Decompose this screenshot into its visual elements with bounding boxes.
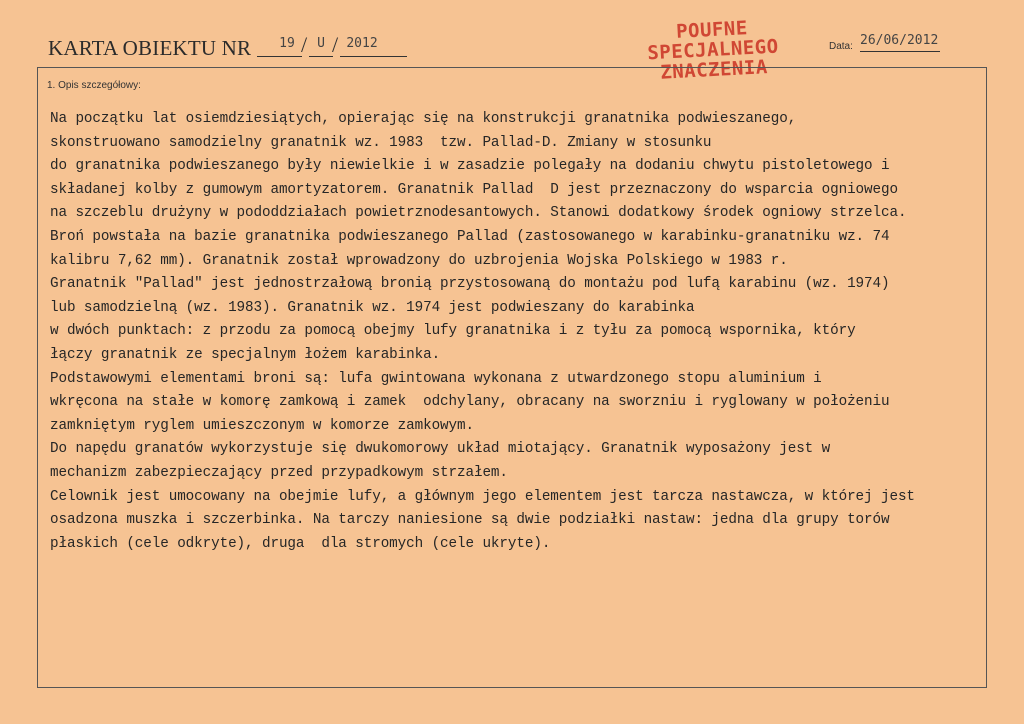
date-label: Data: <box>829 41 853 52</box>
text-line: Na początku lat osiemdziesiątych, opierając się na konstrukcji granatnika podwieszanego, <box>50 111 797 127</box>
number-slash-2: / <box>332 32 339 57</box>
text-line: na szczeblu drużyny w pododdziałach powietrznodesantowych. Stanowi dodatkowy środek ogniowy strzelca. <box>50 205 907 222</box>
date-value: 26/06/2012 <box>860 33 940 52</box>
text-line: Podstawowymi elementami broni są: lufa gwintowana wykonana z utwardzonego stopu aluminium i <box>50 370 822 387</box>
text-line: w dwóch punktach: z przodu za pomocą obejmy lufy granatnika i z tyłu za pomocą wspornika, który <box>50 323 856 340</box>
number-part-2: U <box>317 36 325 51</box>
stamp-line-3: ZNACZENIA <box>659 56 769 84</box>
number-line-2 <box>309 56 333 57</box>
description-text <box>50 108 990 556</box>
text-line: składanej kolby z gumowym amortyzatorem. Granatnik Pallad D jest przeznaczony do wsparcia ogniowego <box>50 181 898 198</box>
text-line: łączy granatnik ze specjalnym łożem karabinka. <box>50 346 441 363</box>
number-part-1: 19 <box>279 36 295 51</box>
card-title: KARTA OBIEKTU NR <box>48 36 252 60</box>
stamp-line-1: POUFNE <box>675 17 749 43</box>
text-line: Granatnik "Pallad" jest jednostrzałową bronią przystosowaną do montażu pod lufą karabinu (wz. 1974) <box>50 276 890 293</box>
text-line: Do napędu granatów wykorzystuje się dwukomorowy układ miotający. Granatnik wyposażony jest w <box>50 441 831 458</box>
text-line: kalibru 7,62 mm). Granatnik został wprowadzony do uzbrojenia Wojska Polskiego w 1983 r. <box>50 252 788 269</box>
number-line-1 <box>257 56 302 57</box>
text-line: wkręcona na stałe w komorę zamkową i zamek odchylany, obracany na sworzniu i ryglowany w położeniu <box>50 394 890 411</box>
text-line: Broń powstała na bazie granatnika podwieszanego Pallad (zastosowanego w karabinku-granatniku wz. 74 <box>50 228 890 245</box>
stamp-line-2: SPECJALNEGO <box>646 35 780 65</box>
text-line: skonstruowano samodzielny granatnik wz. 1983 tzw. Pallad-D. Zmiany w stosunku <box>50 134 712 151</box>
number-part-3: 2012 <box>346 36 378 51</box>
text-line: płaskich (cele odkryte), druga dla stromych (cele ukryte). <box>50 535 551 552</box>
text-line: zamkniętym ryglem umieszczonym w komorze zamkowym. <box>50 417 474 434</box>
number-line-3 <box>340 56 407 57</box>
text-line: lub samodzielną (wz. 1983). Granatnik wz. 1974 jest podwieszany do karabinka <box>50 299 695 316</box>
number-slash-1: / <box>301 32 308 57</box>
text-line: do granatnika podwieszanego były niewielkie i w zasadzie polegały na dodaniu chwytu pistoletowego i <box>50 158 890 175</box>
text-line: mechanizm zabezpieczający przed przypadkowym strzałem. <box>50 464 508 481</box>
text-line: Celownik jest umocowany na obejmie lufy, a głównym jego elementem jest tarcza nastawcza, w której jest <box>50 488 915 505</box>
section-label: 1. Opis szczegółowy: <box>47 80 141 91</box>
text-line: osadzona muszka i szczerbinka. Na tarczy naniesione są dwie podziałki nastaw: jedna dla grupy torów <box>50 512 890 529</box>
